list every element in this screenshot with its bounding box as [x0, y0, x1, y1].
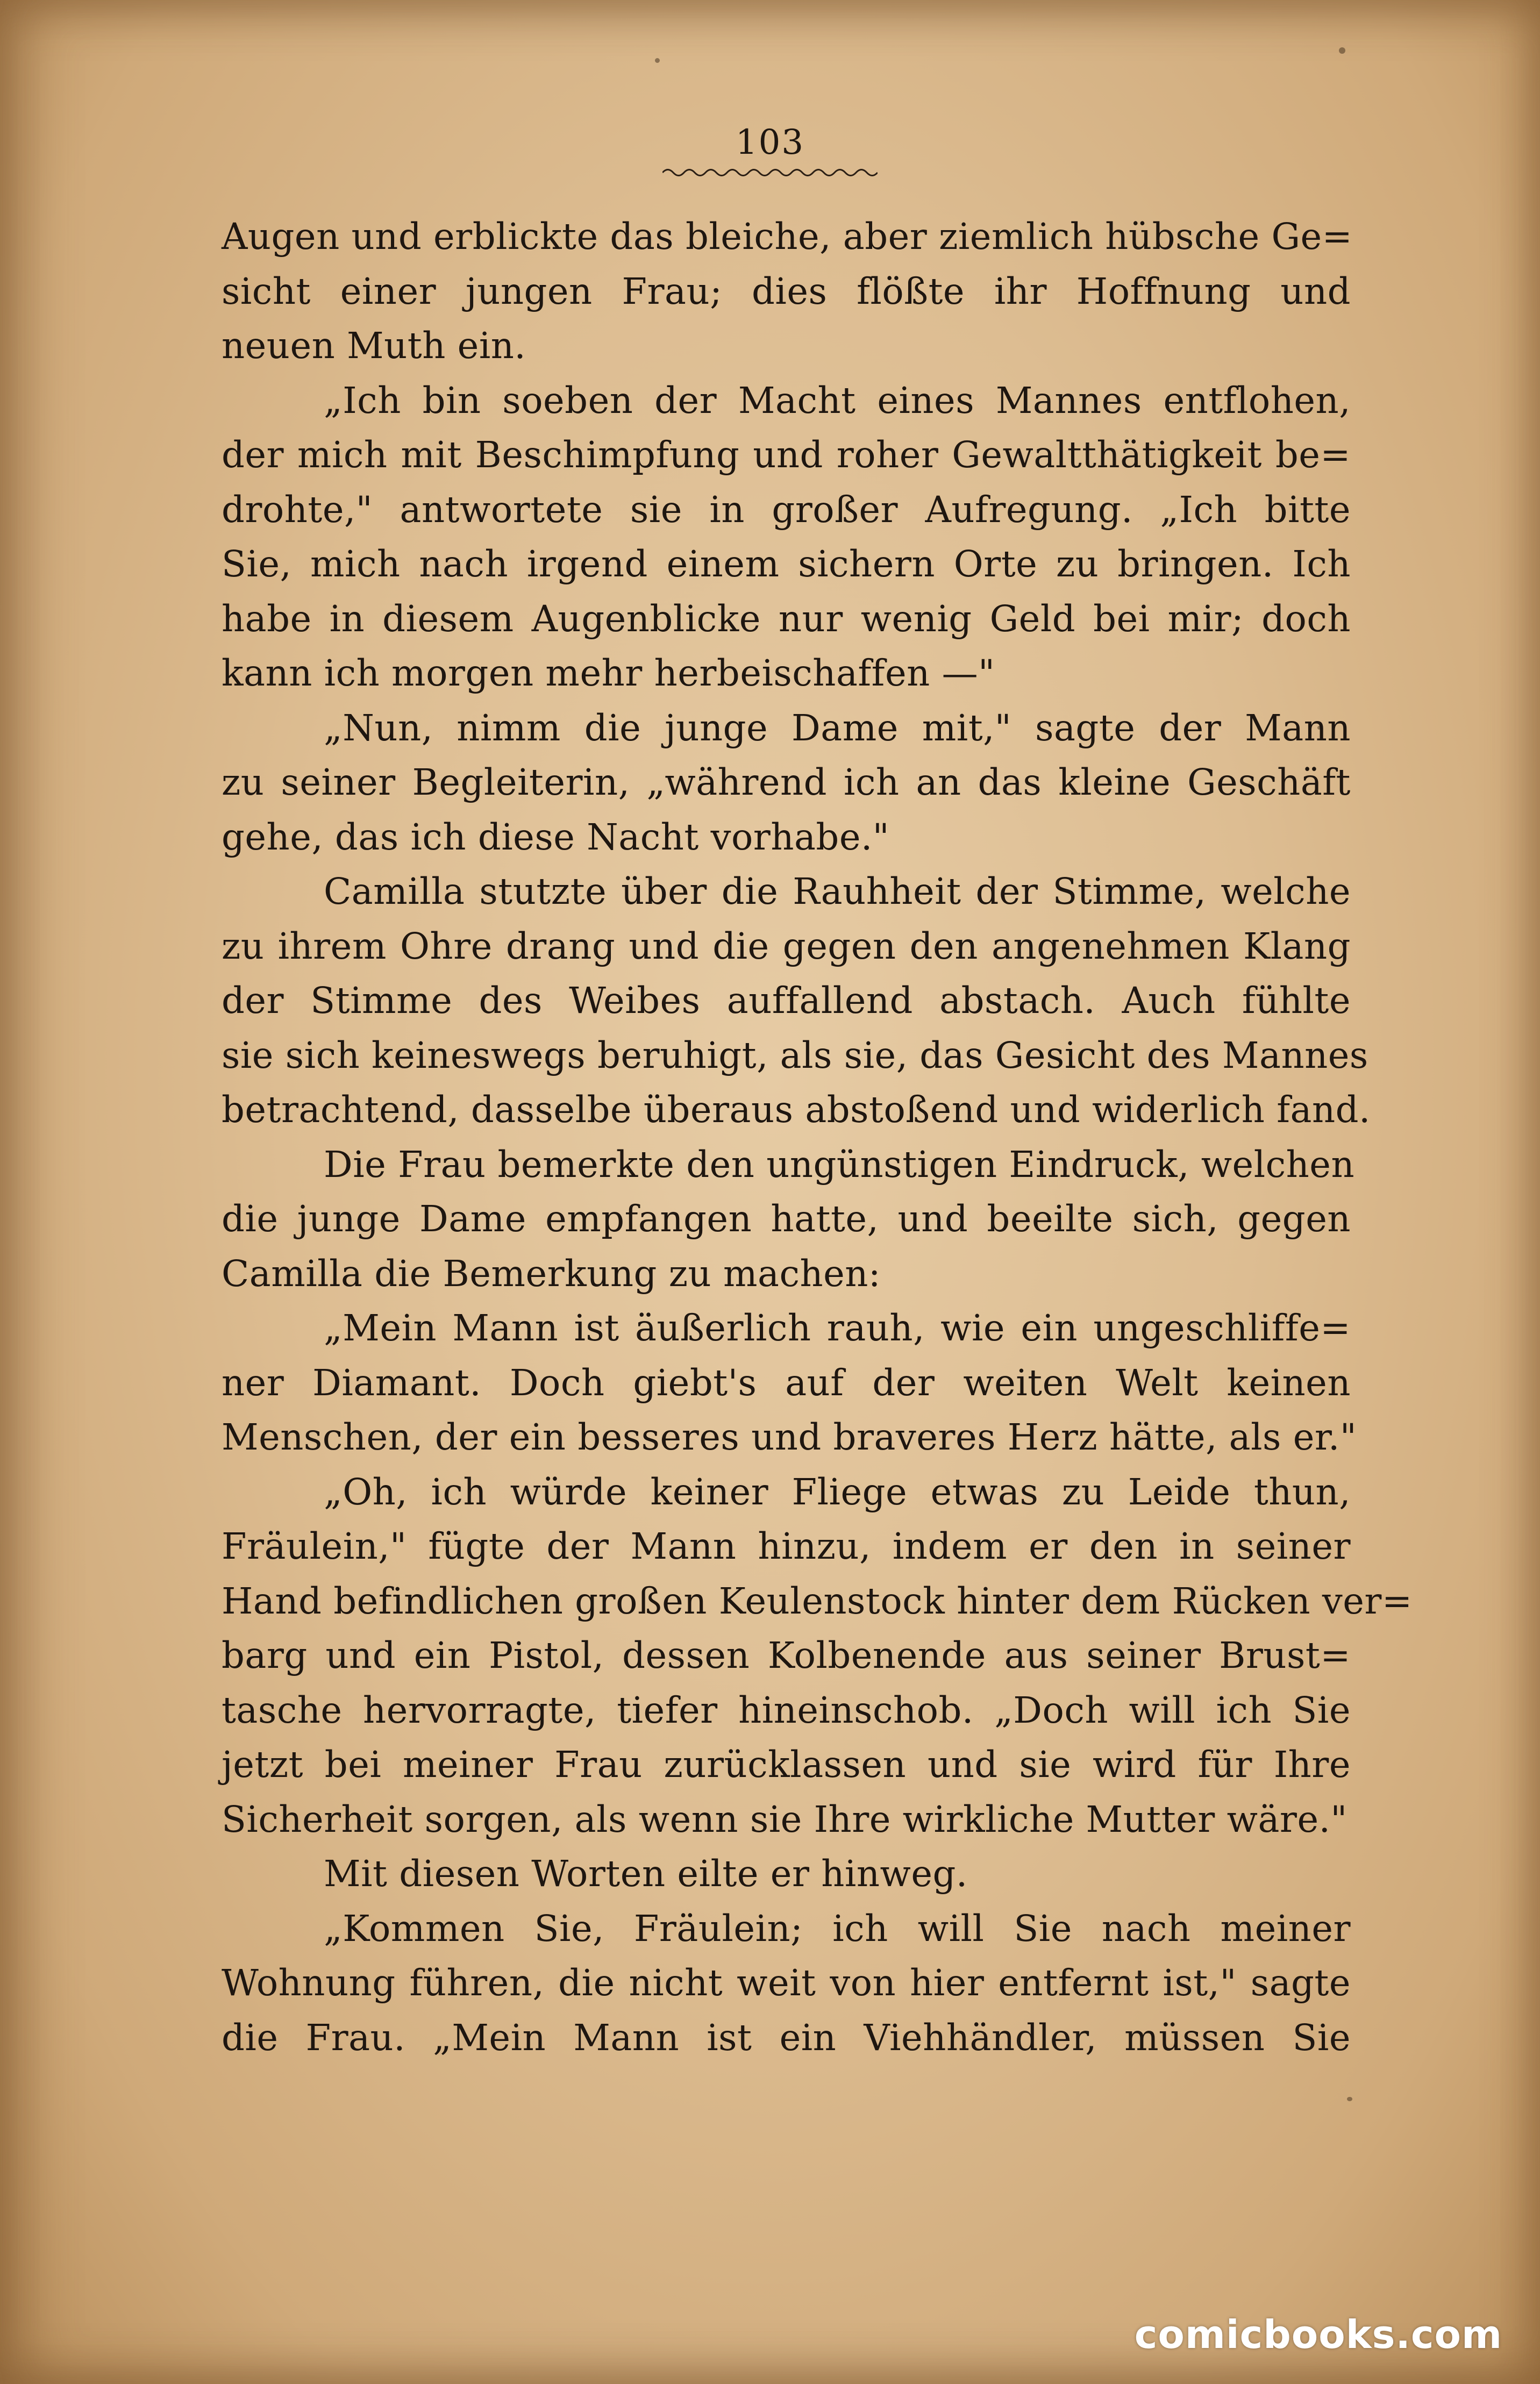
text-line: Camilla die Bemerkung zu machen:	[222, 1252, 881, 1295]
text-line: sicht einer jungen Frau; dies flößte ihr Hoffnung und	[222, 270, 1351, 312]
text-line: Die Frau bemerkte den ungünstigen Eindruck, welchen	[324, 1143, 1355, 1186]
text-line: Wohnung führen, die nicht weit von hier entfernt ist," sagte	[222, 1962, 1351, 2004]
text-line: habe in diesem Augenblicke nur wenig Geld bei mir; doch	[222, 597, 1351, 640]
text-line: „Nun, nimm die junge Dame mit," sagte der Mann	[324, 706, 1351, 749]
text-line: zu ihrem Ohre drang und die gegen den angenehmen Klang	[222, 925, 1351, 967]
text-line: „Kommen Sie, Fräulein; ich will Sie nach meiner	[324, 1907, 1351, 1950]
text-line: betrachtend, dasselbe überaus abstoßend und widerlich fand.	[222, 1089, 1371, 1131]
text-line: Menschen, der ein besseres und braveres Herz hätte, als er."	[222, 1416, 1357, 1458]
text-line: „Ich bin soeben der Macht eines Mannes entflohen,	[324, 379, 1351, 422]
paper-speck	[1339, 47, 1345, 54]
text-line: Augen und erblickte das bleiche, aber ziemlich hübsche Ge=	[222, 216, 1353, 258]
paper-speck	[655, 58, 660, 63]
text-line: die Frau. „Mein Mann ist ein Viehhändler, müssen Sie	[222, 2016, 1351, 2059]
watermark: comicbooks.com	[1134, 2312, 1502, 2357]
text-line: zu seiner Begleiterin, „während ich an das kleine Geschäft	[222, 761, 1351, 803]
text-line: Camilla stutzte über die Rauhheit der Stimme, welche	[324, 870, 1351, 912]
text-line: der mich mit Beschimpfung und roher Gewaltthätigkeit be=	[222, 434, 1351, 476]
text-line: ner Diamant. Doch giebt's auf der weiten Welt keinen	[222, 1361, 1351, 1404]
text-line: barg und ein Pistol, dessen Kolbenende aus seiner Brust=	[222, 1634, 1351, 1676]
page-number: 103	[735, 123, 805, 162]
text-line: kann ich morgen mehr herbeischaffen —"	[222, 652, 995, 694]
text-line: neuen Muth ein.	[222, 325, 526, 367]
page-number-ornament	[662, 167, 878, 179]
text-line: Fräulein," fügte der Mann hinzu, indem er den in seiner	[222, 1525, 1351, 1567]
text-line: gehe, das ich diese Nacht vorhabe."	[222, 816, 890, 858]
text-line: „Oh, ich würde keiner Fliege etwas zu Leide thun,	[324, 1471, 1351, 1513]
text-line: die junge Dame empfangen hatte, und beeilte sich, gegen	[222, 1198, 1351, 1240]
text-line: Hand befindlichen großen Keulenstock hinter dem Rücken ver=	[222, 1580, 1413, 1622]
text-line: sie sich keineswegs beruhigt, als sie, das Gesicht des Mannes	[222, 1034, 1368, 1076]
text-line: Sie, mich nach irgend einem sichern Orte zu bringen. Ich	[222, 543, 1351, 585]
text-line: drohte," antwortete sie in großer Aufregung. „Ich bitte	[222, 488, 1351, 531]
text-line: jetzt bei meiner Frau zurücklassen und sie wird für Ihre	[222, 1744, 1351, 1786]
text-line: Mit diesen Worten eilte er hinweg.	[324, 1853, 968, 1895]
text-line: „Mein Mann ist äußerlich rauh, wie ein ungeschliffe=	[324, 1307, 1351, 1349]
text-line: der Stimme des Weibes auffallend abstach. Auch fühlte	[222, 980, 1351, 1022]
text-line: Sicherheit sorgen, als wenn sie Ihre wirkliche Mutter wäre."	[222, 1798, 1348, 1840]
paper-speck	[1347, 2097, 1352, 2101]
text-line: tasche hervorragte, tiefer hineinschob. „Doch will ich Sie	[222, 1689, 1351, 1731]
body-text	[222, 210, 1413, 2065]
